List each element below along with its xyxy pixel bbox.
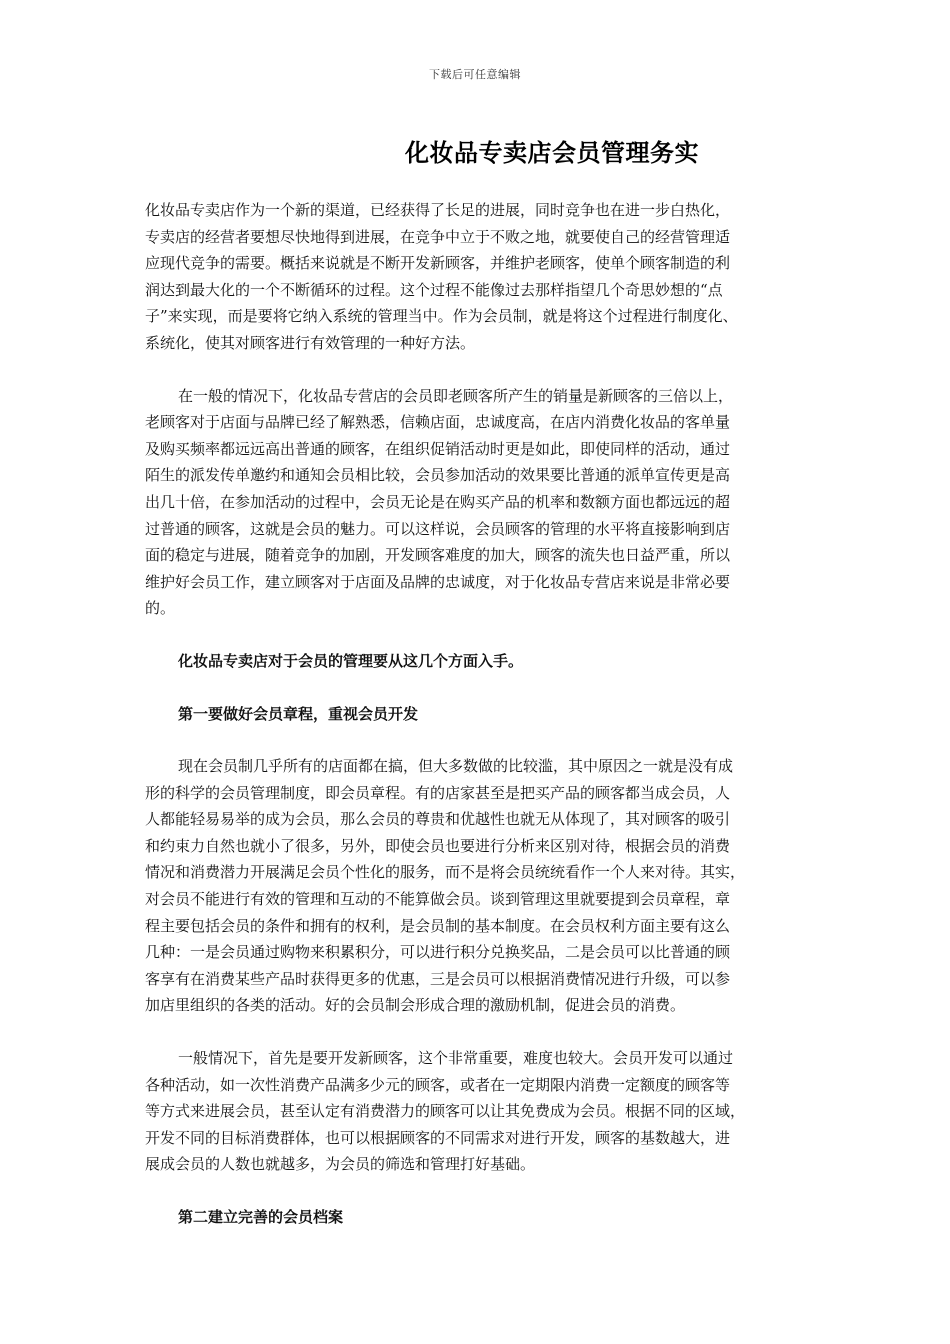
text-line: 等方式来进展会员，甚至认定有消费潜力的顾客可以让其免费成为会员。根据不同的区域， bbox=[145, 1102, 746, 1121]
text-line: 在一般的情况下，化妆品专营店的会员即老顾客所产生的销量是新顾客的三倍以上， bbox=[178, 386, 734, 405]
text-line: 几种：一是会员通过购物来积累积分，可以进行积分兑换奖品，二是会员可以比普通的顾 bbox=[145, 943, 731, 962]
document-body bbox=[145, 197, 810, 1257]
text-line: 人都能轻易易举的成为会员，那么会员的尊贵和优越性也就无从体现了，其对顾客的吸引 bbox=[145, 810, 731, 829]
paragraph bbox=[145, 753, 810, 1019]
text-line: 化妆品专卖店作为一个新的渠道，已经获得了长足的进展，同时竞争也在进一步白热化， bbox=[145, 201, 731, 219]
section-heading: 化妆品专卖店对于会员的管理要从这几个方面入手。 bbox=[178, 651, 524, 670]
text-line: 和约束力自然也就小了很多，另外，即使会员也要进行分析来区别对待，根据会员的消费 bbox=[145, 836, 731, 855]
text-line: 情况和消费潜力开展满足会员个性化的服务，而不是将会员统统看作一个人来对待。其实， bbox=[145, 863, 746, 882]
text-line: 一般情况下，首先是要开发新顾客，这个非常重要，难度也较大。会员开发可以通过 bbox=[178, 1049, 734, 1068]
text-line: 程主要包括会员的条件和拥有的权利，是会员制的基本制度。在会员权利方面主要有这么 bbox=[145, 916, 731, 935]
text-line: 出几十倍，在参加活动的过程中，会员无论是在购买产品的机率和数额方面也都远远的超 bbox=[145, 492, 731, 511]
text-line: 开发不同的目标消费群体，也可以根据顾客的不同需求对进行开发，顾客的基数越大，进 bbox=[145, 1128, 731, 1147]
text-line: 面的稳定与进展，随着竞争的加剧，开发顾客难度的加大，顾客的流失也日益严重，所以 bbox=[145, 546, 731, 565]
paragraph bbox=[145, 383, 810, 622]
text-line: 陌生的派发传单邀约和通知会员相比较，会员参加活动的效果要比普通的派单宣传更是高 bbox=[145, 466, 731, 485]
text-line: 形的科学的会员管理制度，即会员章程。有的店家甚至是把买产品的顾客都当成会员，人 bbox=[145, 783, 731, 802]
header-note: 下载后可任意编辑 bbox=[429, 68, 521, 81]
text-line: 系统化，使其对顾客进行有效管理的一种好方法。 bbox=[145, 333, 476, 352]
text-line: 维护好会员工作，建立顾客对于店面及品牌的忠诚度，对于化妆品专营店来说是非常必要 bbox=[145, 572, 731, 591]
text-line: 老顾客对于店面与品牌已经了解熟悉，信赖店面，忠诚度高，在店内消费化妆品的客单量 bbox=[145, 413, 731, 432]
paragraph bbox=[145, 197, 810, 357]
text-line: 的。 bbox=[145, 599, 176, 618]
text-line: 现在会员制几乎所有的店面都在搞，但大多数做的比较滥，其中原因之一就是没有成 bbox=[178, 757, 734, 776]
text-line: 子”来实现，而是要将它纳入系统的管理当中。作为会员制，就是将这个过程进行制度化、 bbox=[145, 307, 738, 326]
document-title: 化妆品专卖店会员管理务实 bbox=[405, 138, 699, 167]
text-line: 应现代竞争的需要。概括来说就是不断开发新顾客，并维护老顾客，使单个顾客制造的利 bbox=[145, 254, 731, 273]
text-line: 及购买频率都远远高出普通的顾客，在组织促销活动时更是如此，即使同样的活动，通过 bbox=[145, 439, 731, 458]
text-line: 客享有在消费某些产品时获得更多的优惠，三是会员可以根据消费情况进行升级，可以参 bbox=[145, 969, 731, 988]
text-line: 展成会员的人数也就越多，为会员的筛选和管理打好基础。 bbox=[145, 1155, 536, 1174]
text-line: 过普通的顾客，这就是会员的魅力。可以这样说，会员顾客的管理的水平将直接影响到店 bbox=[145, 519, 731, 538]
text-line: 对会员不能进行有效的管理和互动的不能算做会员。谈到管理这里就要提到会员章程，章 bbox=[145, 890, 731, 909]
section-heading: 第一要做好会员章程，重视会员开发 bbox=[178, 704, 419, 723]
text-line: 润达到最大化的一个不断循环的过程。这个过程不能像过去那样指望几个奇思妙想的“点 bbox=[145, 280, 723, 299]
paragraph bbox=[145, 1045, 810, 1178]
text-line: 加店里组织的各类的活动。好的会员制会形成合理的激励机制，促进会员的消费。 bbox=[145, 996, 686, 1015]
text-line: 各种活动，如一次性消费产品满多少元的顾客，或者在一定期限内消费一定额度的顾客等 bbox=[145, 1075, 731, 1094]
section-heading: 第二建立完善的会员档案 bbox=[178, 1208, 344, 1226]
text-line: 专卖店的经营者要想尽快地得到进展，在竞争中立于不败之地，就要使自己的经营管理适 bbox=[145, 227, 731, 246]
